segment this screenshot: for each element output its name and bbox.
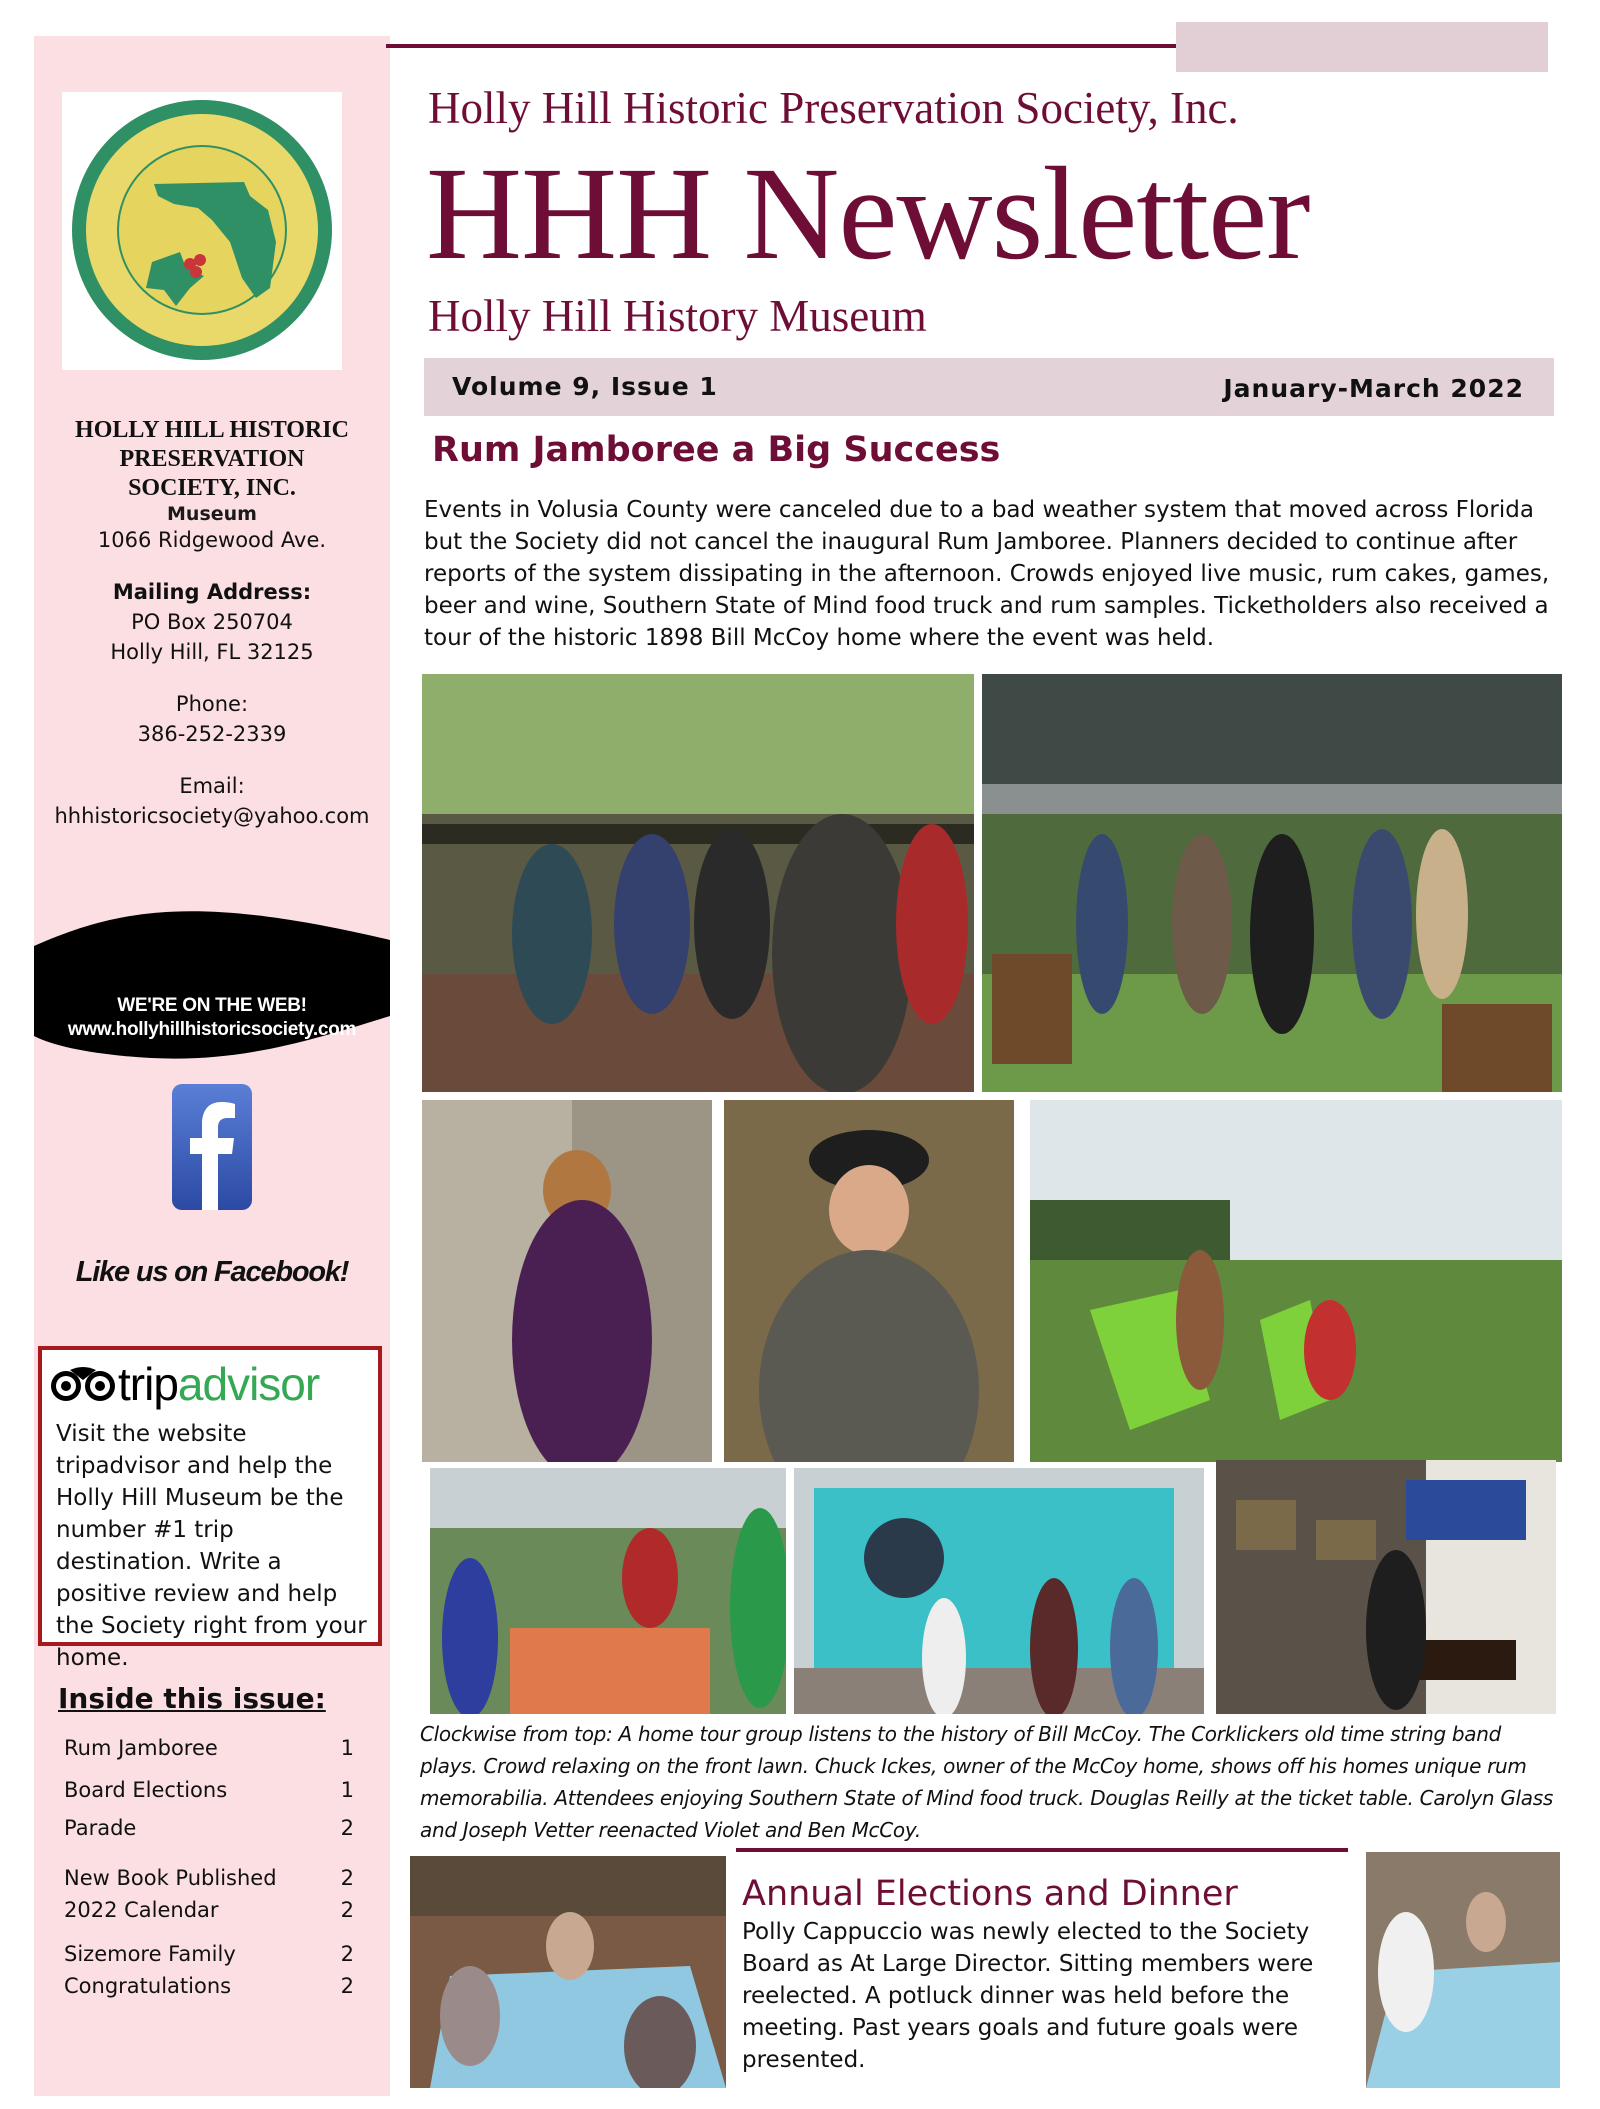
web-banner	[34, 906, 390, 1066]
tripadvisor-text: Visit the website tripadvisor and help the Holly Hill Museum be the number #1 trip destination. Write a positive review and help the Society right from your home.	[56, 1421, 367, 1671]
inside-issue-label: Board Elections	[64, 1778, 228, 1802]
inside-issue-item	[64, 1974, 354, 1998]
po-box: PO Box 250704	[131, 610, 293, 634]
facebook-icon[interactable]	[172, 1084, 252, 1210]
tripadvisor-logo	[48, 1360, 319, 1408]
photo-ben-mccoy	[724, 1100, 1014, 1462]
email-link[interactable]: hhhistoricsociety@yahoo.com	[54, 804, 370, 828]
sidebar	[34, 36, 390, 2096]
photo-caption: Clockwise from top: A home tour group listens to the history of Bill McCoy. The Corklickers old time string band plays. Crowd relaxing on the front lawn. Chuck Ickes, owner of the McCoy home, shows off his homes unique rum memorabilia. Attendees enjoying Southern State of Mind food truck. Douglas Reilly at the ticket table. Carolyn Glass and Joseph Vetter reenacted Violet and Ben McCoy.	[420, 1722, 1554, 1842]
society-logo	[62, 92, 342, 370]
inside-issue-label: Parade	[64, 1816, 137, 1840]
inside-issue-item	[64, 1942, 354, 1966]
owl-icon	[48, 1364, 118, 1404]
tripadvisor-box[interactable]	[38, 1346, 382, 1671]
phone-number: 386-252-2339	[137, 722, 287, 746]
mailing-label: Mailing Address:	[112, 580, 312, 604]
facebook-like-text[interactable]: Like us on Facebook!	[75, 1256, 349, 1288]
photo-ticket-table	[430, 1468, 786, 1714]
inside-issue-page: 2	[340, 1898, 354, 1922]
museum-subtitle: Holly Hill History Museum	[428, 291, 927, 341]
photo-rum-memorabilia	[1216, 1460, 1556, 1714]
rum-heading: Rum Jamboree a Big Success	[432, 430, 1001, 470]
inside-issue-item	[64, 1736, 354, 1760]
web-heading: WE'RE ON THE WEB!	[117, 995, 307, 1016]
website-link[interactable]: www.hollyhillhistoricsociety.com	[67, 1019, 357, 1040]
inside-issue-page: 2	[340, 1974, 354, 1998]
photo-front-lawn	[1030, 1100, 1562, 1462]
volume-issue: Volume 9, Issue 1	[452, 372, 718, 401]
inside-issue-item	[64, 1866, 354, 1890]
web-text[interactable]	[34, 994, 390, 1042]
inside-issue-page: 2	[340, 1866, 354, 1890]
photo-home-tour-group	[422, 674, 974, 1092]
inside-issue-page: 1	[340, 1736, 354, 1760]
inside-issue-title: Inside this issue:	[58, 1682, 326, 1715]
newsletter-title: HHH Newsletter	[426, 139, 1310, 287]
photo-food-truck	[794, 1468, 1204, 1714]
rum-body: Events in Volusia County were canceled due to a bad weather system that moved across Florida but the Society did not cancel the inaugural Rum Jamboree. Planners decided to continue after reports of the system dissipating in the afternoon. Crowds enjoyed live music, rum cakes, games, beer and wine, Southern State of Mind food truck and rum samples. Ticketholders also received a tour of the historic 1898 Bill McCoy home where the event was held.	[424, 497, 1550, 651]
inside-issue-item	[64, 1898, 354, 1922]
inside-issue-label: Sizemore Family	[64, 1942, 236, 1966]
phone-label: Phone:	[175, 692, 249, 716]
issue-bar	[424, 358, 1554, 416]
inside-issue-label: 2022 Calendar	[64, 1898, 219, 1922]
advisor-word: advisor	[177, 1358, 320, 1410]
photo-dinner-right	[1366, 1852, 1560, 2088]
top-accent-box	[1176, 22, 1548, 72]
issue-date: January-March 2022	[1223, 374, 1524, 403]
inside-issue-label: Congratulations	[64, 1974, 232, 1998]
inside-issue-item	[64, 1778, 354, 1802]
photo-string-band	[982, 674, 1562, 1092]
contact-block	[34, 416, 390, 831]
photo-violet-mccoy	[422, 1100, 712, 1462]
inside-issue-page: 2	[340, 1942, 354, 1966]
inside-issue-label: New Book Published	[64, 1866, 277, 1890]
email-label: Email:	[179, 774, 245, 798]
inside-issue-item	[64, 1816, 354, 1840]
org-name: HOLLY HILL HISTORIC PRESERVATION SOCIETY, INC.	[75, 417, 349, 501]
city: Holly Hill, FL 32125	[110, 640, 314, 664]
inside-issue-page: 1	[340, 1778, 354, 1802]
annual-heading: Annual Elections and Dinner	[742, 1874, 1238, 1914]
inside-issue-page: 2	[340, 1816, 354, 1840]
annual-body: Polly Cappuccio was newly elected to the Society Board as At Large Director. Sitting members were reelected. A potluck dinner was held before the meeting. Past years goals and future goals were presented.	[742, 1919, 1314, 2073]
inside-issue-label: Rum Jamboree	[64, 1736, 218, 1760]
museum-address: 1066 Ridgewood Ave.	[97, 528, 327, 552]
museum-label: Museum	[167, 503, 257, 525]
society-title: Holly Hill Historic Preservation Society, Inc.	[428, 83, 1239, 133]
photo-dinner-left	[410, 1856, 726, 2088]
section-rule	[736, 1848, 1348, 1852]
trip-word: trip	[118, 1358, 178, 1410]
